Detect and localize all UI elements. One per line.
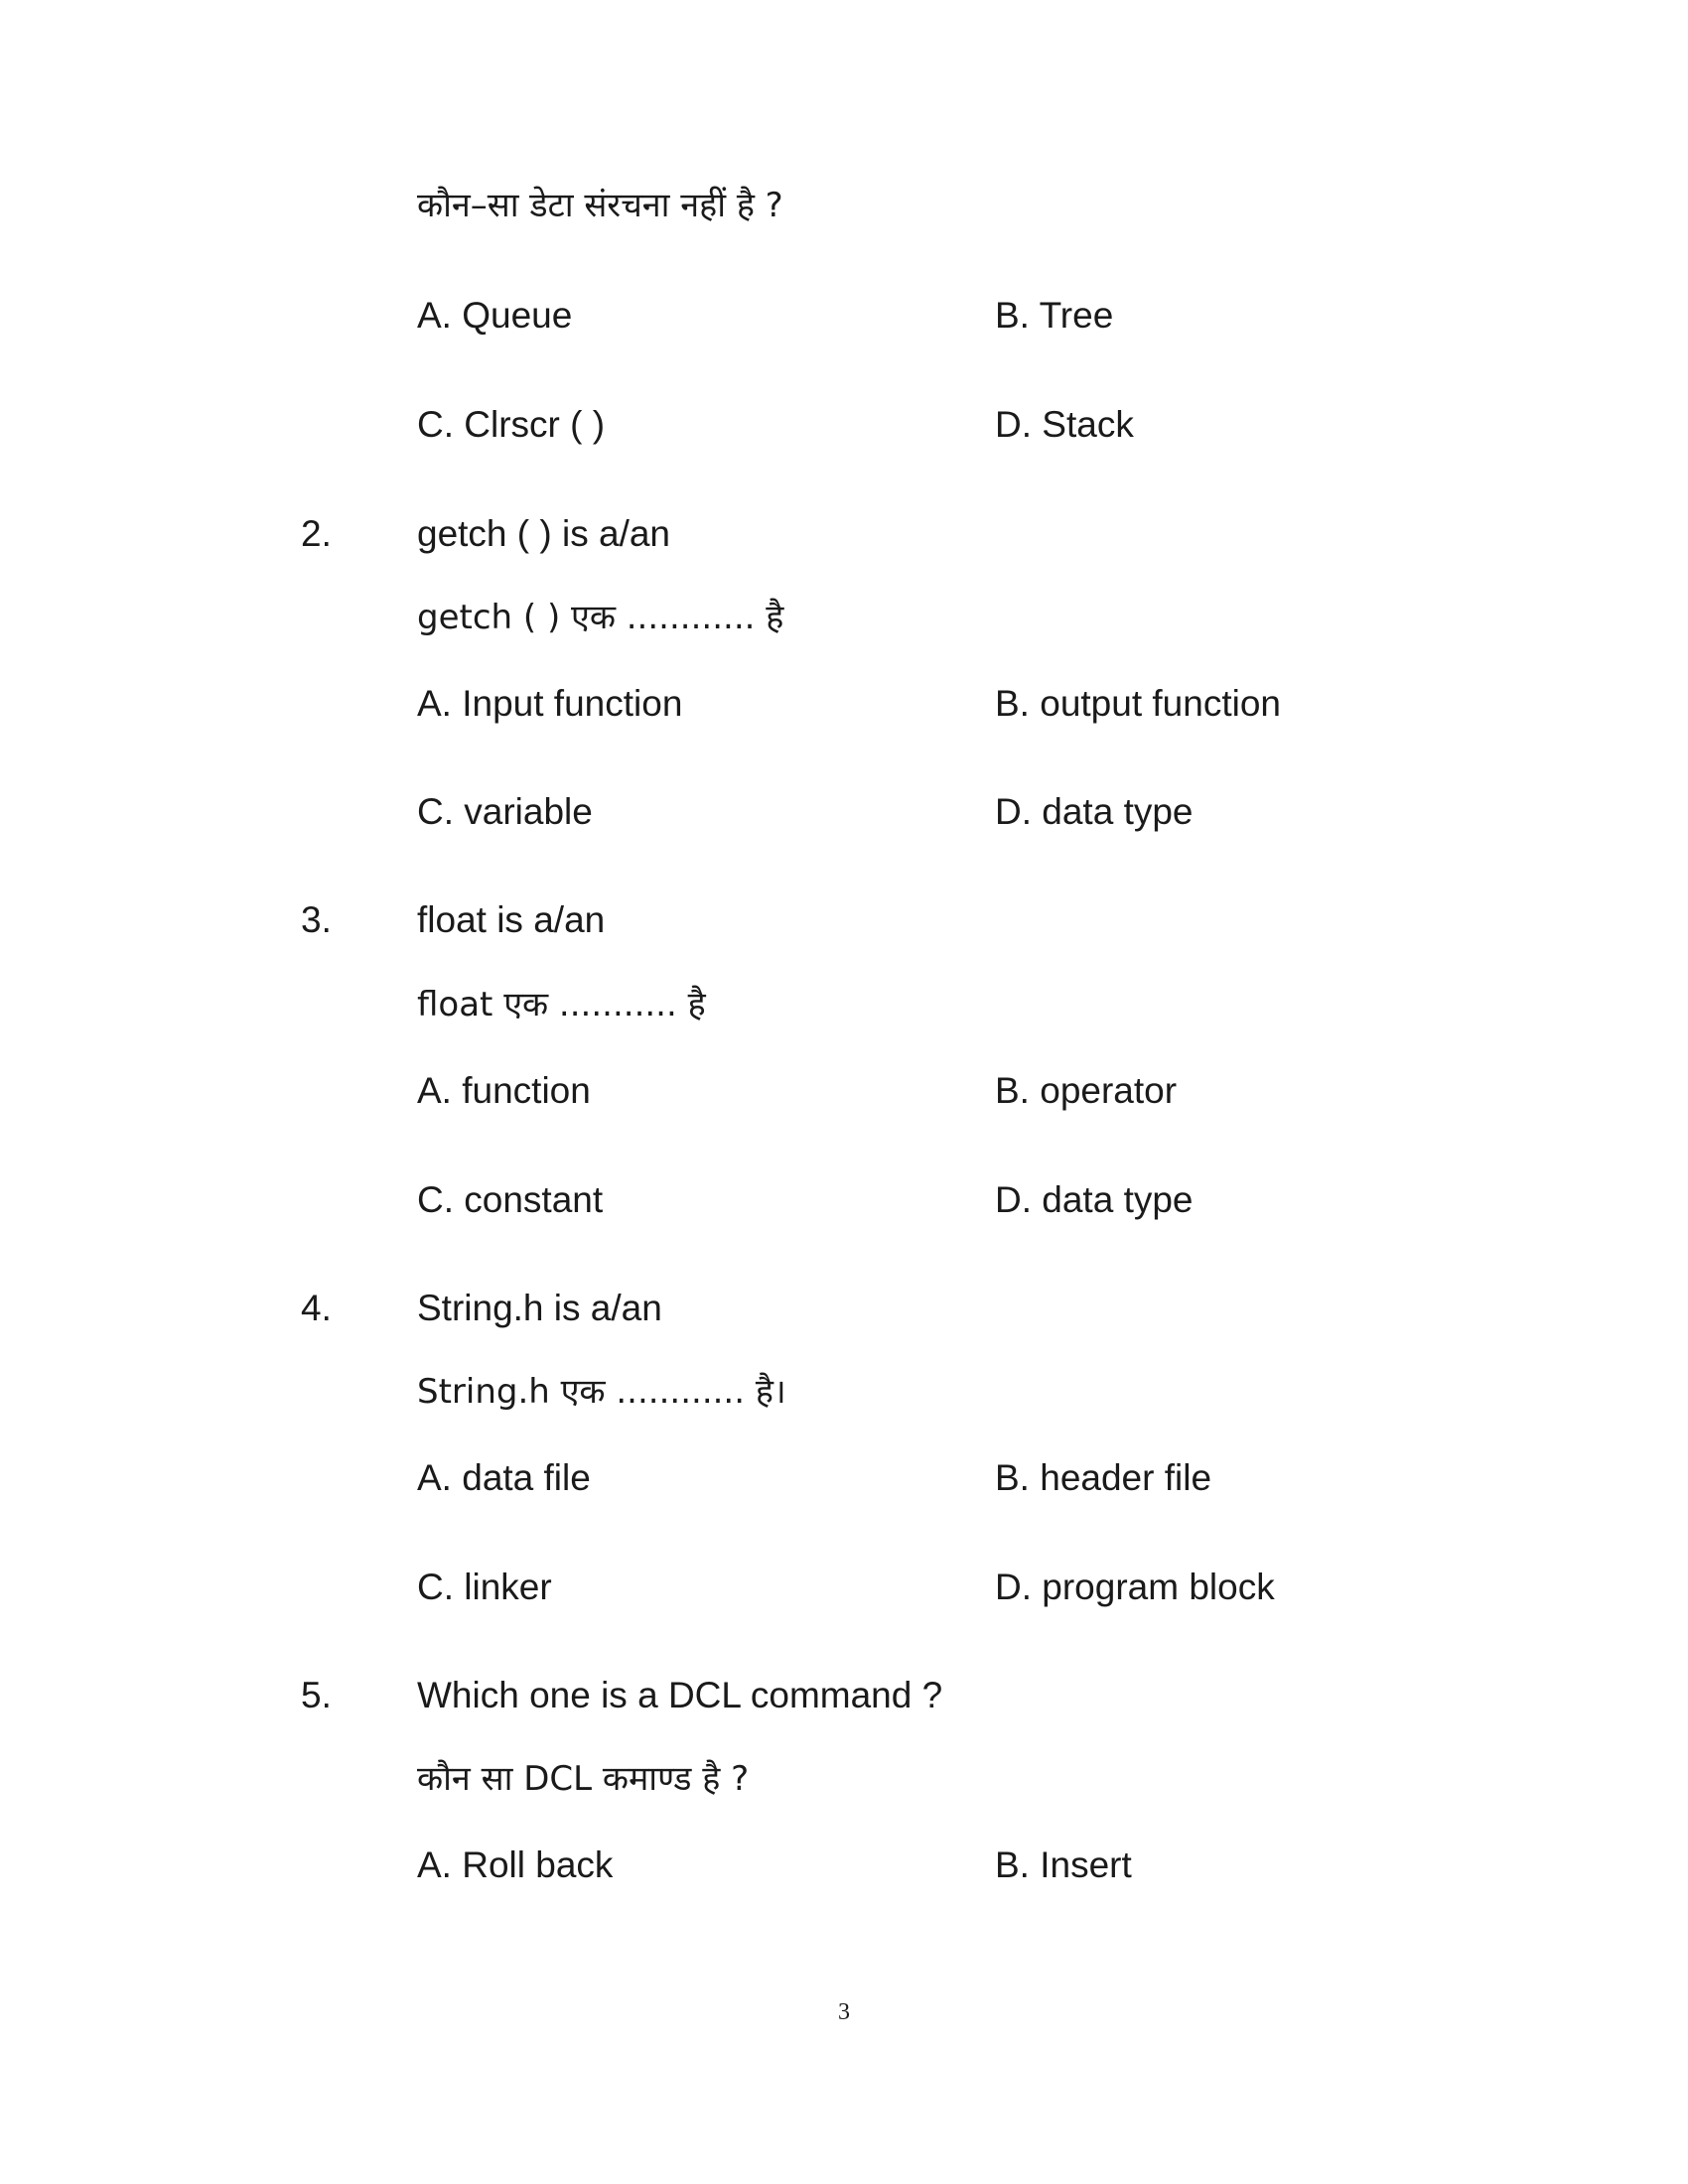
q5-option-a: A. Roll back: [417, 1844, 614, 1885]
q1-option-a: A. Queue: [417, 295, 573, 336]
q1-option-c: C. Clrscr ( ): [417, 404, 606, 445]
q2-hindi-text: getch ( ) एक ............ है: [417, 598, 784, 637]
q2-english-text: getch ( ) is a/an: [417, 513, 671, 554]
q3-number: 3.: [301, 899, 332, 940]
q4-option-c: C. linker: [417, 1567, 552, 1607]
q5-hindi-text: कौन सा DCL कमाण्ड है ?: [417, 1759, 750, 1799]
q4-option-a: A. data file: [417, 1457, 591, 1498]
q2-option-d: D. data type: [995, 791, 1194, 832]
q2-option-c: C. variable: [417, 791, 593, 832]
q3-option-a: A. function: [417, 1070, 591, 1111]
q3-option-d: D. data type: [995, 1179, 1194, 1220]
q2-number: 2.: [301, 513, 332, 554]
q4-english-text: String.h is a/an: [417, 1288, 662, 1328]
q1-option-b: B. Tree: [995, 295, 1114, 336]
q2-option-b: B. output function: [995, 683, 1281, 724]
q5-english-text: Which one is a DCL command ?: [417, 1675, 943, 1715]
q3-option-c: C. constant: [417, 1179, 604, 1220]
q3-option-b: B. operator: [995, 1070, 1178, 1111]
q2-option-a: A. Input function: [417, 683, 683, 724]
q5-number: 5.: [301, 1675, 332, 1715]
q4-hindi-text: String.h एक ............ है।: [417, 1372, 786, 1412]
q3-english-text: float is a/an: [417, 899, 606, 940]
q3-hindi-text: float एक ........... है: [417, 985, 706, 1024]
q4-option-b: B. header file: [995, 1457, 1212, 1498]
q4-option-d: D. program block: [995, 1567, 1275, 1607]
q5-option-b: B. Insert: [995, 1844, 1132, 1885]
q4-number: 4.: [301, 1288, 332, 1328]
q1-option-d: D. Stack: [995, 404, 1134, 445]
page-number: 3: [838, 1999, 850, 2025]
q1-hindi-text: कौन–सा डेटा संरचना नहीं है ?: [417, 186, 783, 225]
